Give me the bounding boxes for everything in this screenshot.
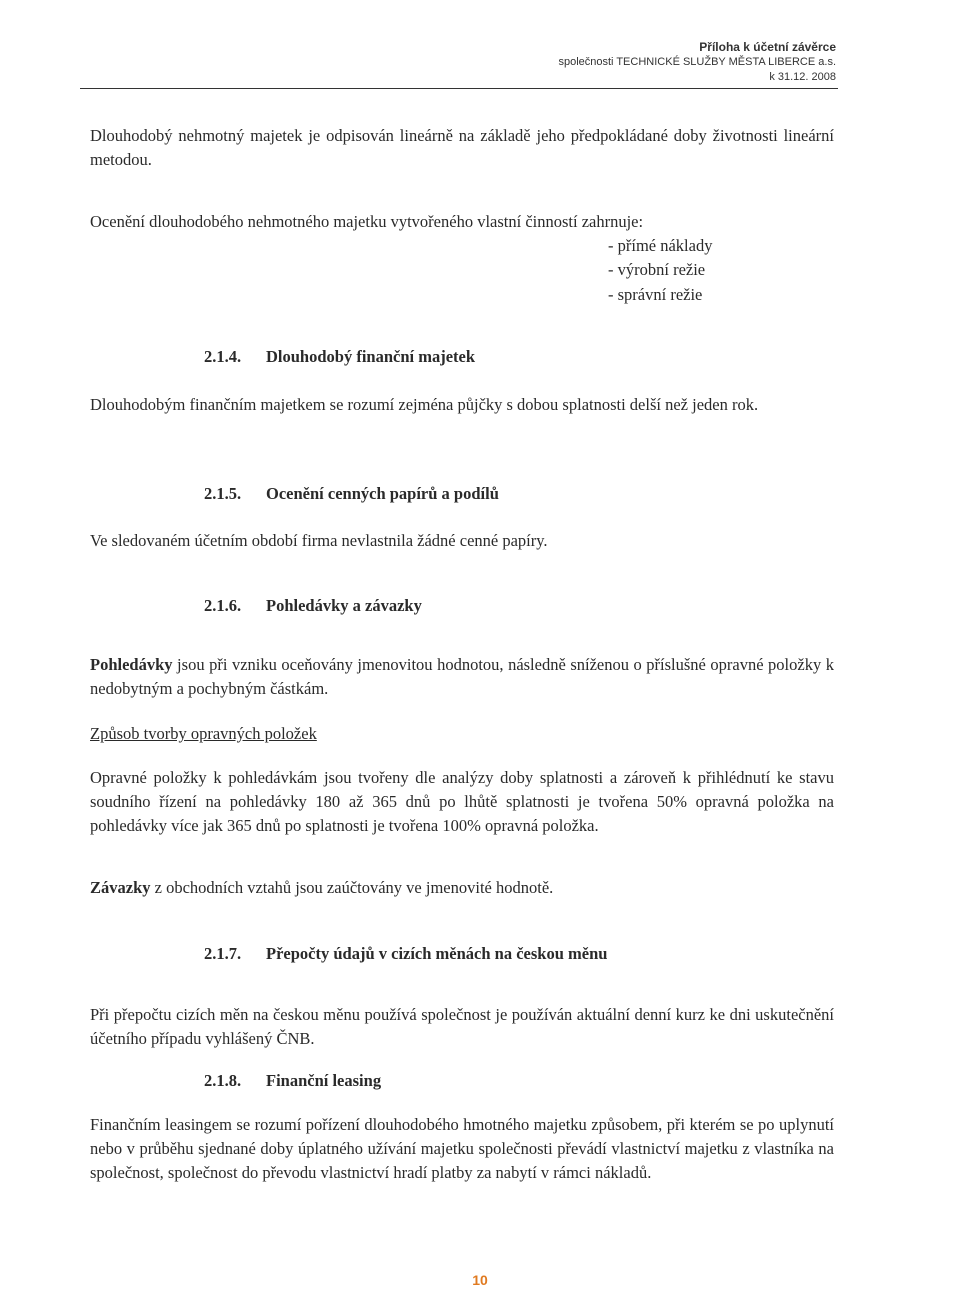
section-2-1-7-heading	[204, 944, 607, 964]
header-rule	[80, 88, 838, 89]
section-number: 2.1.5.	[204, 484, 242, 503]
section-title: Finanční leasing	[266, 1071, 382, 1090]
allowance-subheading: Způsob tvorby opravných položek	[90, 724, 317, 743]
valuation-item-admin-overhead: - správní režie	[608, 285, 703, 304]
section-number: 2.1.7.	[204, 944, 242, 963]
receivables-paragraph	[90, 653, 834, 701]
section-title: Dlouhodobý finanční majetek	[266, 347, 476, 366]
section-title: Přepočty údajů v cizích měnách na českou měnu	[266, 944, 608, 963]
valuation-item-direct-costs: - přímé náklady	[608, 236, 713, 255]
section-2-1-5-text: Ve sledovaném účetním období firma nevlastnila žádné cenné papíry.	[90, 531, 548, 550]
receivables-text: jsou při vzniku oceňovány jmenovitou hodnotou, následně sníženou o příslušné opravné položky k nedobytným a pochybným částkám.	[90, 655, 834, 698]
receivables-term: Pohledávky	[90, 655, 173, 674]
intangible-valuation-intro: Ocenění dlouhodobého nehmotného majetku vytvořeného vlastní činností zahrnuje:	[90, 212, 644, 231]
section-title: Pohledávky a závazky	[266, 596, 422, 615]
payables-term: Závazky	[90, 878, 151, 897]
section-2-1-8-heading	[204, 1071, 381, 1091]
section-2-1-6-heading	[204, 596, 422, 616]
section-2-1-4-text: Dlouhodobým finančním majetkem se rozumí zejména půjčky s dobou splatnosti delší než jeden rok.	[90, 395, 759, 414]
section-2-1-8-text: Finančním leasingem se rozumí pořízení dlouhodobého hmotného majetku způsobem, při kterém se po uplynutí nebo v průběhu sjednané doby úplatného užívání majetku společnosti převádí vlastnictví majetku z vlastníka na společnost, společnost do převodu vlastnictví hradí platby za nabytí v rámci nákladů.	[90, 1115, 834, 1182]
intangible-depreciation-paragraph: Dlouhodobý nehmotný majetek je odpisován lineárně na základě jeho předpokládané doby životnosti lineární metodou.	[90, 126, 834, 169]
payables-paragraph	[90, 876, 834, 900]
payables-text: z obchodních vztahů jsou zaúčtovány ve jmenovité hodnotě.	[150, 878, 554, 897]
section-2-1-7-text: Při přepočtu cizích měn na českou měnu používá společnost je používán aktuální denní kurz ke dni uskutečnění účetního případu vyhlášený ČNB.	[90, 1005, 834, 1048]
header-date: k 31.12. 2008	[769, 71, 836, 83]
section-2-1-4-heading	[204, 347, 475, 367]
header-title: Příloha k účetní závěrce	[699, 40, 836, 54]
section-title: Ocenění cenných papírů a podílů	[266, 484, 499, 503]
header-company: společnosti TECHNICKÉ SLUŽBY MĚSTA LIBERCE a.s.	[558, 56, 836, 68]
section-2-1-5-heading	[204, 484, 499, 504]
page-number: 10	[472, 1272, 488, 1288]
section-number: 2.1.6.	[204, 596, 242, 615]
section-number: 2.1.4.	[204, 347, 242, 366]
allowance-paragraph: Opravné položky k pohledávkám jsou tvořeny dle analýzy doby splatnosti a zároveň k přihlédnutí ke stavu soudního řízení na pohledávky 180 až 365 dnů po lhůtě splatnosti je tvořena 50% opravná položka na pohledávky více jak 365 dnů po splatnosti je tvořena 100% opravná položka.	[90, 768, 834, 835]
section-number: 2.1.8.	[204, 1071, 242, 1090]
valuation-item-production-overhead: - výrobní režie	[608, 260, 706, 279]
